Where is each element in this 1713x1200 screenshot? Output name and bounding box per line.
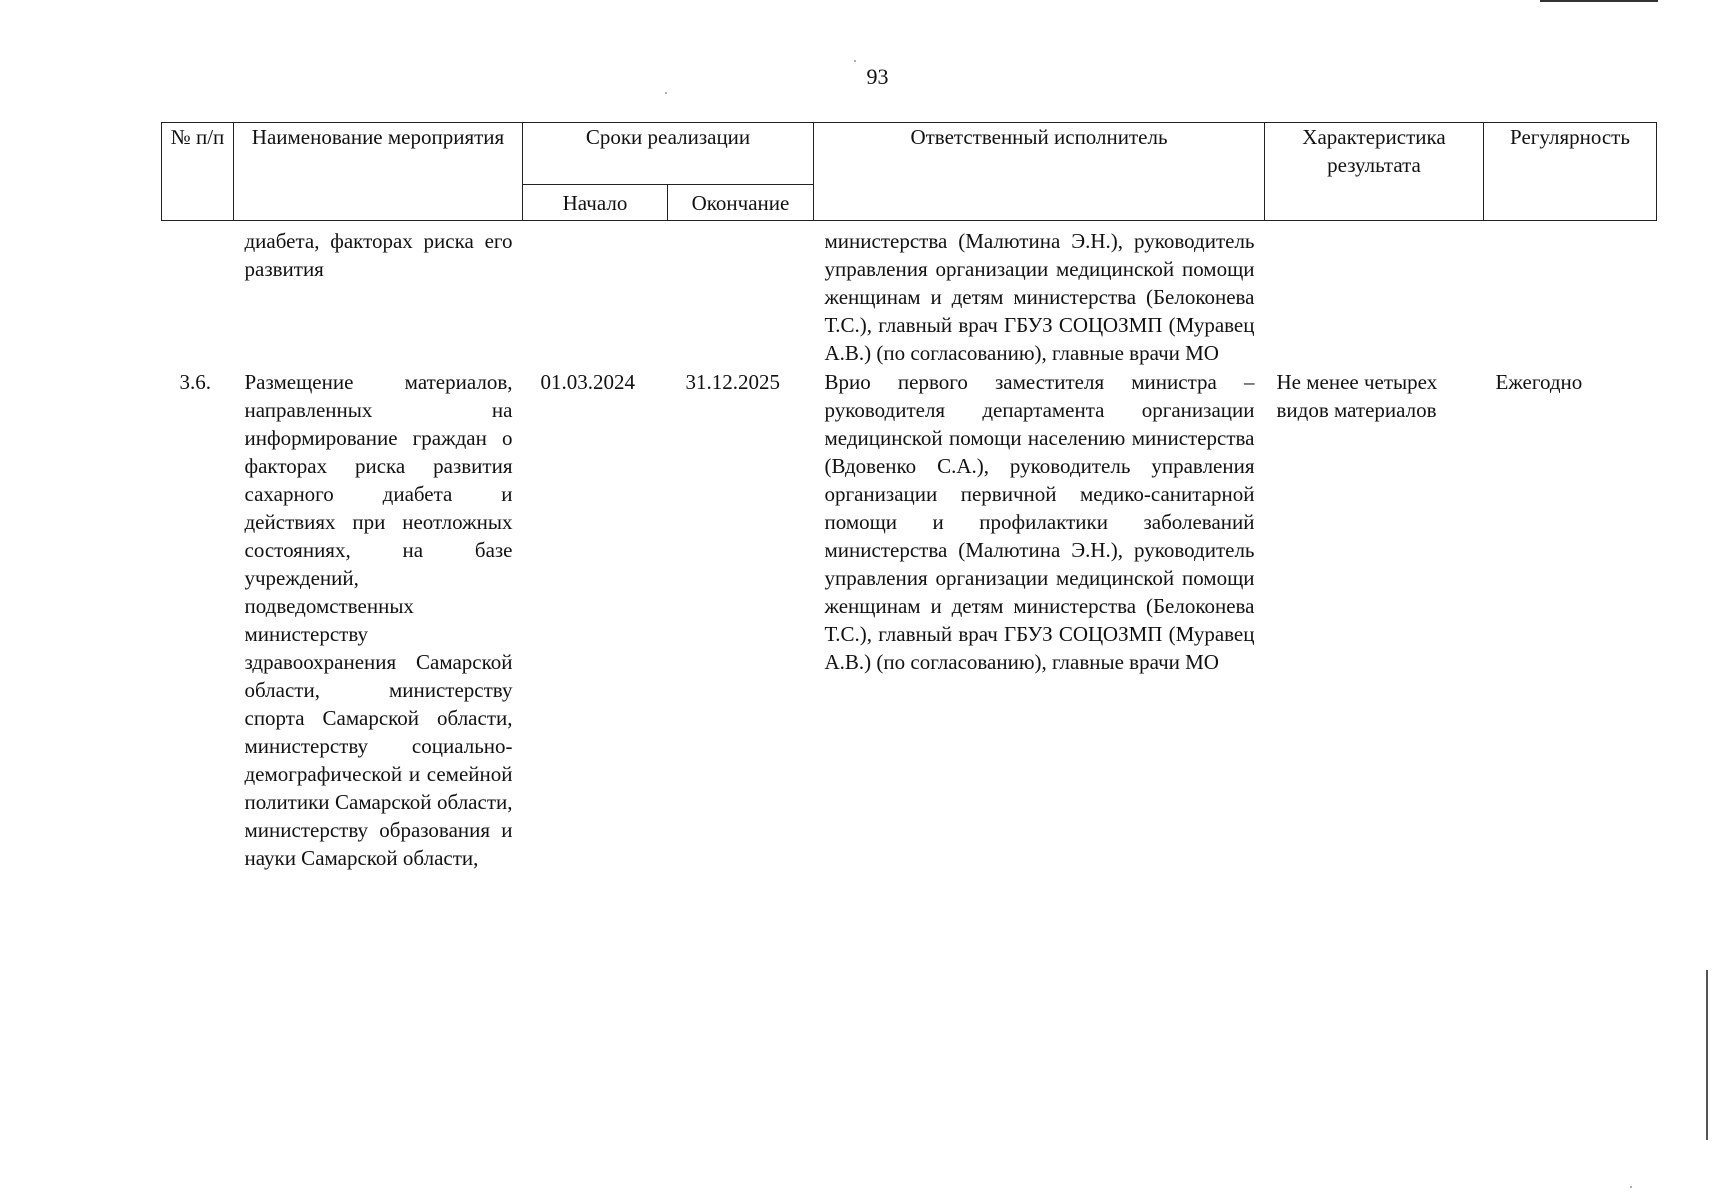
table-header xyxy=(162,123,1657,221)
row-regularity: Ежегодно xyxy=(1495,370,1583,394)
row-result: Не менее четырех видов материалов xyxy=(1276,370,1438,422)
measures-table xyxy=(161,122,1657,872)
header-terms: Сроки реализации xyxy=(523,123,814,185)
row-end xyxy=(668,227,814,367)
header-end: Окончание xyxy=(668,185,814,221)
scan-speck xyxy=(665,92,667,94)
row-start xyxy=(523,227,668,367)
header-result: Характеристика результата xyxy=(1265,123,1484,221)
row-responsible: Врио первого заместителя министра – руководителя департамента организации медицинской помощи населению министерства (Вдовенко С.А.), руководитель управления организации первичной медико-санитарной помощи и профилактики заболеваний министерства (Малютина Э.Н.), руководитель управления организации медицинской помощи женщинам и детям министерства (Белоконева Т.С.), главный врач ГБУЗ СОЦОЗМП (Муравец А.В.) (по согласованию), главные врачи МО xyxy=(824,370,1255,674)
top-edge-rule xyxy=(1540,0,1658,2)
row-name: диабета, факторах риска его развития xyxy=(244,229,513,281)
table-row xyxy=(162,367,1657,872)
scan-speck xyxy=(1630,1186,1632,1188)
page-number: 93 xyxy=(866,64,889,89)
side-edge-rule xyxy=(1706,970,1708,1140)
header-responsible: Ответственный исполнитель xyxy=(814,123,1265,221)
scan-speck xyxy=(854,60,856,62)
row-num: 3.6. xyxy=(179,370,211,394)
header-regularity: Регулярность xyxy=(1484,123,1657,221)
row-regularity xyxy=(1484,227,1657,367)
header-num: № п/п xyxy=(162,123,234,221)
header-name: Наименование мероприятия xyxy=(234,123,523,221)
row-end: 31.12.2025 xyxy=(685,370,780,394)
row-responsible: министерства (Малютина Э.Н.), руководитель управления организации медицинской помощи женщинам и детям министерства (Белоконева Т.С.), главный врач ГБУЗ СОЦОЗМП (Муравец А.В.) (по согласованию), главные врачи МО xyxy=(824,229,1255,365)
row-num xyxy=(162,227,234,367)
table-row xyxy=(162,227,1657,367)
row-result xyxy=(1265,227,1484,367)
row-name: Размещение материалов, направленных на информирование граждан о факторах риска развития сахарного диабета и действиях при неотложных состояниях, на базе учреждений, подведомственных министерству здравоохранения Самарской области, министерству спорта Самарской области, министерству социально-демографической и семейной политики Самарской области, министерству образования и науки Самарской области, xyxy=(244,370,513,870)
row-start: 01.03.2024 xyxy=(540,370,635,394)
header-start: Начало xyxy=(523,185,668,221)
